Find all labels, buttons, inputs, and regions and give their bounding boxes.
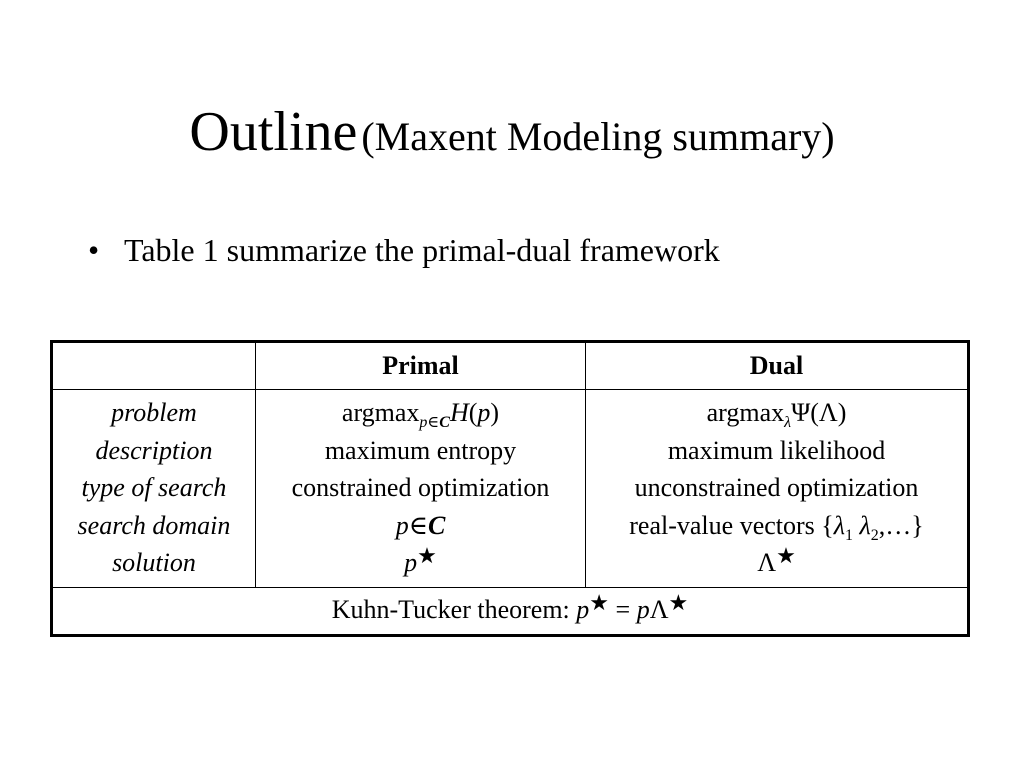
table-header-row	[52, 342, 969, 390]
dual-description: maximum likelihood	[667, 435, 886, 465]
dual-search-domain: real-value vectors {$\lambda_1$ $\lambda_2,\dots$}	[629, 510, 924, 544]
header-primal: Primal	[255, 342, 585, 390]
kuhn-tucker-label: Kuhn-Tucker theorem:	[331, 595, 577, 625]
row-label: type of search	[81, 473, 227, 502]
bullet-item	[88, 232, 720, 269]
primal-description: maximum entropy	[324, 435, 517, 465]
primal-type-of-search: constrained optimization	[291, 473, 550, 502]
star-icon: ★	[668, 590, 689, 616]
primal-dual-table	[50, 340, 970, 637]
primal-cell	[255, 390, 585, 588]
primal-search-domain: p∈C	[395, 510, 446, 540]
table-body-row	[52, 390, 969, 588]
row-labels-cell	[52, 390, 256, 588]
dual-solution: Λ★	[757, 543, 796, 577]
title-subtitle: (Maxent Modeling summary)	[361, 114, 835, 159]
dual-argmax-subscript: λ	[784, 414, 792, 432]
dual-objective: Ψ(Λ)	[791, 398, 847, 427]
slide-title	[0, 100, 1024, 164]
star-icon: ★	[776, 543, 796, 568]
title-main: Outline	[189, 101, 358, 163]
dual-type-of-search: unconstrained optimization	[634, 473, 919, 502]
row-label: solution	[112, 548, 196, 577]
table-footer-row	[52, 587, 969, 635]
row-label: search domain	[77, 510, 231, 540]
header-dual: Dual	[586, 342, 969, 390]
primal-solution: p★	[404, 543, 437, 577]
star-icon: ★	[589, 590, 610, 616]
kuhn-tucker-cell: Kuhn-Tucker theorem: p★ = pΛ★	[52, 587, 969, 635]
primal-objective-fn: H	[449, 398, 469, 427]
header-empty	[52, 342, 256, 390]
primal-problem: argmax$_{p\in C}$H(p)	[341, 398, 500, 432]
dual-argmax: argmax	[706, 398, 785, 427]
star-icon: ★	[417, 543, 437, 568]
dual-problem	[586, 394, 967, 432]
dual-cell	[586, 390, 969, 588]
bullet-marker: •	[88, 232, 100, 268]
primal-argmax: argmax	[341, 398, 420, 427]
bullet-text: Table 1 summarize the primal-dual framework	[124, 232, 720, 268]
row-label: problem	[111, 398, 197, 427]
primal-argmax-subscript: p∈C	[419, 414, 450, 432]
row-label: description	[95, 435, 213, 465]
